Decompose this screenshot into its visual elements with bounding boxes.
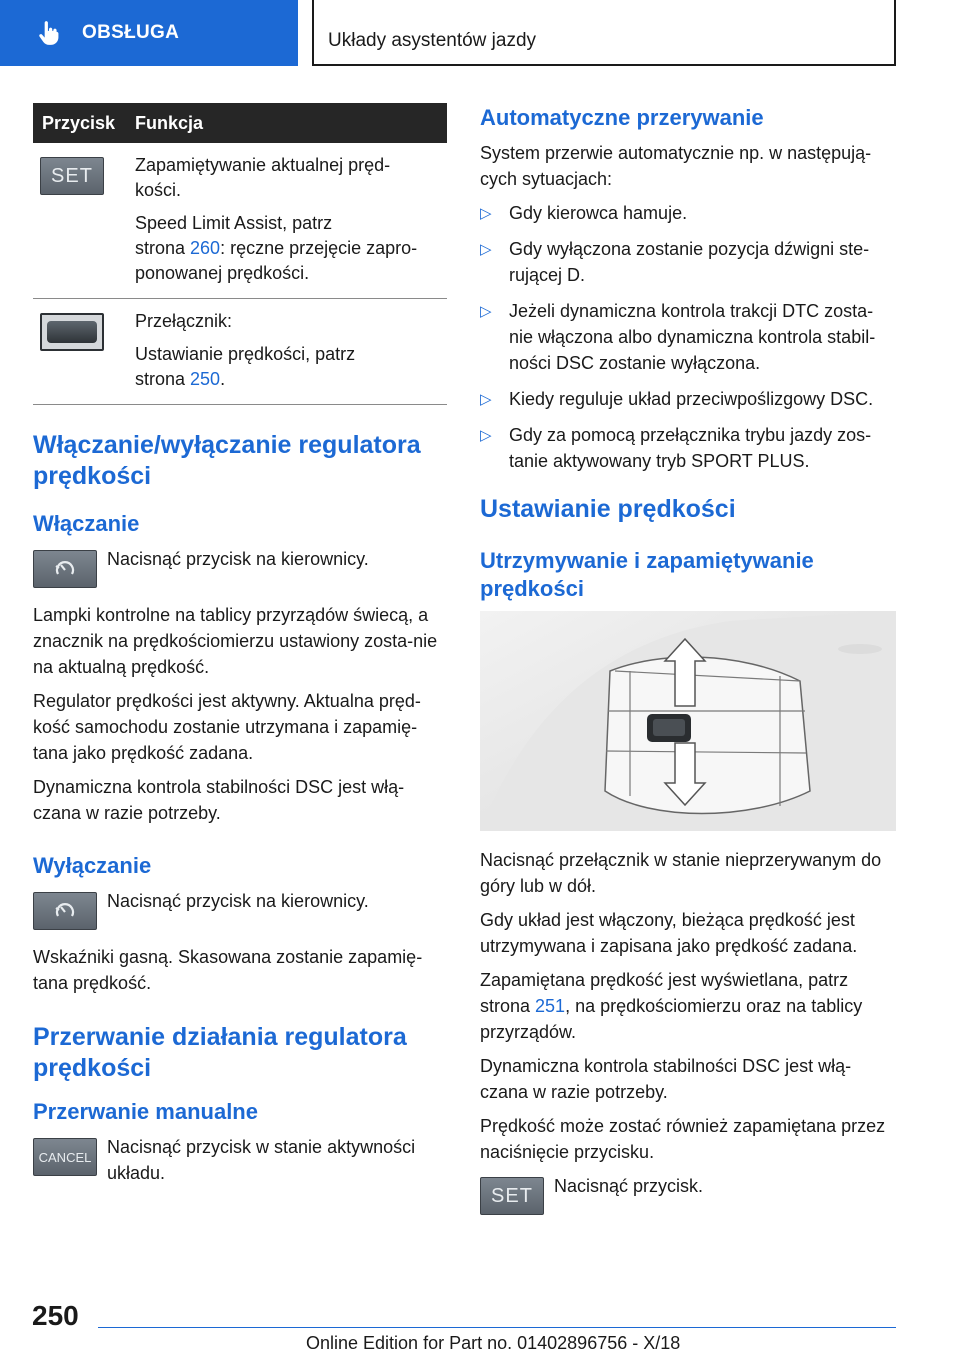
instruction-row — [33, 888, 447, 930]
table-row — [33, 299, 447, 405]
instruction-row — [33, 546, 447, 588]
cruise-button-image — [33, 550, 97, 588]
set-button-image: SET — [40, 157, 104, 195]
cruise-button-image — [33, 892, 97, 930]
instruction-row — [33, 1134, 447, 1186]
section-tab-label: OBSŁUGA — [82, 22, 180, 43]
list-item: ▷ Gdy wyłączona zostanie pozycja dźwigni ste-rującej D. — [480, 236, 896, 288]
column-header-function: Funkcja — [133, 103, 447, 143]
table-cell-text: Zapamiętywanie aktualnej pręd- kości. — [135, 155, 391, 200]
paragraph: Dynamiczna kontrola stabilności DSC jest włą-czana w razie potrzeby. — [480, 1056, 852, 1102]
paragraph: Gdy układ jest włączony, bieżąca prędkość jest utrzymywana i zapisana jako prędkość zadana. — [480, 910, 858, 956]
hand-pointer-icon — [36, 20, 62, 46]
list-item: ▷ Gdy za pomocą przełącznika trybu jazdy zos-tanie aktywowany tryb SPORT PLUS. — [480, 422, 896, 474]
set-instruction: Nacisnąć przycisk. — [554, 1176, 704, 1196]
heading-interrupt: Przerwanie działania regulatora prędkości — [33, 1023, 407, 1082]
list-item: ▷ Kiedy reguluje układ przeciwpoślizgowy DSC. — [480, 386, 896, 412]
right-column — [480, 103, 896, 1225]
paragraph: Lampki kontrolne na tablicy przyrządów świecą, a znacznik na prędkościomierzu ustawiony zosta-nie na aktualną prędkość. — [33, 605, 438, 677]
heading-on: Włączanie — [33, 511, 140, 536]
chapter-title: Układy asystentów jazdy — [312, 0, 896, 66]
instruction-row — [480, 1173, 896, 1215]
table-row — [33, 143, 447, 299]
heading-auto: Automatyczne przerywanie — [480, 105, 764, 130]
list-item: ▷ Jeżeli dynamiczna kontrola trakcji DTC zosta-nie włączona albo dynamiczna kontrola stabil-ności DSC zostanie wyłączona. — [480, 298, 896, 376]
auto-interrupt-list — [480, 200, 896, 474]
left-column — [33, 103, 447, 1196]
on-instruction: Nacisnąć przycisk na kierownicy. — [107, 549, 369, 569]
paragraph: System przerwie automatycznie np. w następują-cych sytuacjach: — [480, 143, 872, 189]
heading-onoff: Włączanie/wyłączanie regulatora prędkości — [33, 431, 421, 490]
page-number: 250 — [32, 1300, 79, 1331]
manual-instruction: Nacisnąć przycisk w stanie aktywności układu. — [107, 1137, 416, 1183]
paragraph: Wskaźniki gasną. Skasowana zostanie zapamię-tana prędkość. — [33, 947, 423, 993]
cruise-control-icon — [52, 900, 78, 922]
section-tab[interactable] — [0, 0, 298, 66]
set-button-image: SET — [480, 1177, 544, 1215]
table-cell-text: Ustawianie prędkości, patrz strona 250. — [135, 344, 356, 389]
page-header — [0, 0, 960, 66]
steering-wheel-switch-photo — [480, 611, 896, 831]
paragraph: Prędkość może zostać również zapamiętana przez naciśnięcie przycisku. — [480, 1116, 886, 1162]
table-header-row — [33, 103, 447, 143]
footer-edition: Online Edition for Part no. 01402896756 - X/18 — [306, 1333, 681, 1353]
heading-set-speed: Ustawianie prędkości — [480, 495, 736, 523]
table-cell-text: Speed Limit Assist, patrz strona 260: ręczne przejęcie zapro- ponowanej prędkości. — [135, 213, 418, 283]
footer-divider — [98, 1327, 896, 1328]
table-cell-text: Przełącznik: — [135, 311, 233, 331]
heading-off: Wyłączanie — [33, 853, 152, 878]
page-link-260[interactable]: 260 — [190, 238, 221, 258]
cancel-button-image: CANCEL — [33, 1138, 97, 1176]
heading-hold: Utrzymywanie i zapamiętywanie prędkości — [480, 548, 814, 601]
button-function-table — [33, 103, 447, 405]
list-item: ▷ Gdy kierowca hamuje. — [480, 200, 896, 226]
paragraph: Nacisnąć przełącznik w stanie nieprzerywanym do góry lub w dół. — [480, 850, 882, 896]
steering-switch-illustration — [480, 611, 896, 831]
cruise-control-icon — [52, 558, 78, 580]
heading-manual: Przerwanie manualne — [33, 1099, 258, 1124]
off-instruction: Nacisnąć przycisk na kierownicy. — [107, 891, 369, 911]
page-link-251[interactable]: 251 — [535, 996, 566, 1016]
paragraph: Regulator prędkości jest aktywny. Aktualna pręd-kość samochodu zostanie utrzymana i zapamię-tana jako prędkość zadana. — [33, 691, 421, 763]
rocker-switch-image — [40, 313, 104, 351]
paragraph: Dynamiczna kontrola stabilności DSC jest włą-czana w razie potrzeby. — [33, 777, 405, 823]
page-link-250[interactable]: 250 — [190, 369, 221, 389]
column-header-button: Przycisk — [33, 103, 133, 143]
paragraph: Zapamiętana prędkość jest wyświetlana, patrz strona 251, na prędkościomierzu oraz na tablicy przyrządów. — [480, 970, 863, 1042]
